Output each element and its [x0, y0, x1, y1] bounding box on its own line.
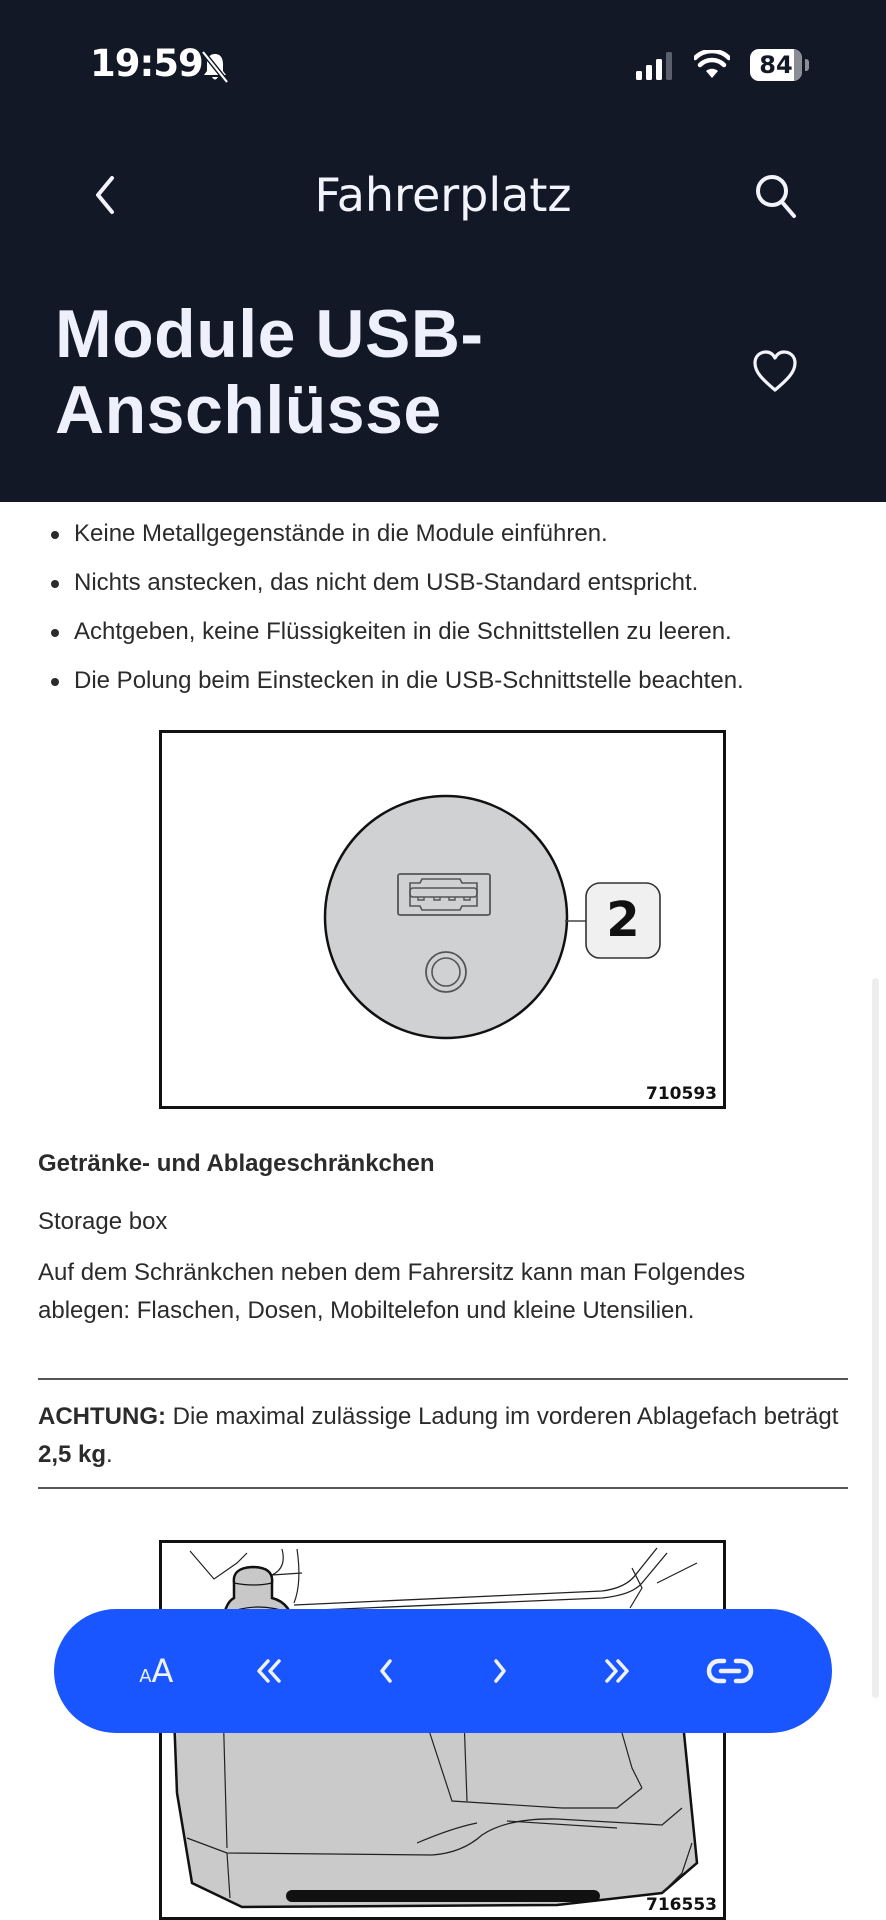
font-size-button[interactable] — [126, 1641, 186, 1701]
section-subtitle: Storage box — [38, 1208, 168, 1235]
warning-note — [38, 1398, 848, 1474]
list-item: Keine Metallgegenstände in die Module einführen. — [0, 516, 886, 565]
battery-level: 84 — [759, 51, 793, 79]
home-indicator[interactable] — [286, 1890, 600, 1902]
list-item: Nichts anstecken, das nicht dem USB-Standard entspricht. — [0, 565, 886, 614]
warning-value: 2,5 kg — [38, 1441, 107, 1468]
search-button[interactable] — [750, 170, 800, 222]
link-icon — [706, 1656, 754, 1686]
header — [0, 0, 886, 502]
chevron-right-icon — [490, 1656, 510, 1686]
status-bar — [0, 0, 886, 130]
heart-outline-icon — [750, 348, 800, 394]
battery-indicator — [750, 49, 802, 81]
section-heading: Getränke- und Ablageschränkchen — [38, 1150, 435, 1177]
reader-toolbar — [54, 1609, 832, 1733]
section-body: Auf dem Schränkchen neben dem Fahrersitz kann man Folgendes ablegen: Flaschen, Dosen, Mobiltelefon und kleine Utensilien. — [38, 1259, 746, 1324]
figure-number: 710593 — [646, 1084, 717, 1104]
font-size-icon: AA — [139, 1652, 174, 1690]
callout-label: 2 — [606, 892, 640, 948]
search-icon — [750, 170, 800, 222]
warning-text-end: . — [106, 1441, 113, 1468]
bell-slash-icon — [200, 50, 230, 84]
chevrons-right-icon — [598, 1656, 632, 1686]
warning-text: Die maximal zulässige Ladung im vorderen Ablagefach beträgt — [165, 1403, 839, 1430]
list-item: Achtgeben, keine Flüssigkeiten in die Schnittstellen zu leeren. — [0, 614, 886, 663]
last-page-button[interactable] — [585, 1641, 645, 1701]
figure-number: 716553 — [646, 1895, 717, 1915]
first-page-button[interactable] — [241, 1641, 301, 1701]
status-time: 19:59 — [90, 42, 203, 85]
warning-label: ACHTUNG: — [38, 1403, 166, 1430]
chevrons-left-icon — [254, 1656, 288, 1686]
chevron-left-icon — [376, 1656, 396, 1686]
copy-link-button[interactable] — [700, 1641, 760, 1701]
usb-module-illustration — [159, 730, 726, 1109]
favorite-button[interactable] — [750, 348, 800, 394]
cellular-signal-icon — [636, 52, 674, 80]
divider — [38, 1487, 848, 1489]
next-page-button[interactable] — [470, 1641, 530, 1701]
battery-tip — [805, 59, 809, 71]
nav-title: Fahrerplatz — [314, 168, 572, 222]
scrollbar[interactable] — [872, 978, 879, 1698]
bullet-list — [0, 516, 886, 712]
list-item: Die Polung beim Einstecken in die USB-Schnittstelle beachten. — [0, 663, 886, 712]
previous-page-button[interactable] — [356, 1641, 416, 1701]
wifi-icon — [694, 50, 730, 80]
nav-bar — [0, 150, 886, 240]
divider — [38, 1378, 848, 1380]
page-title: Module USB-Anschlüsse — [55, 296, 484, 448]
